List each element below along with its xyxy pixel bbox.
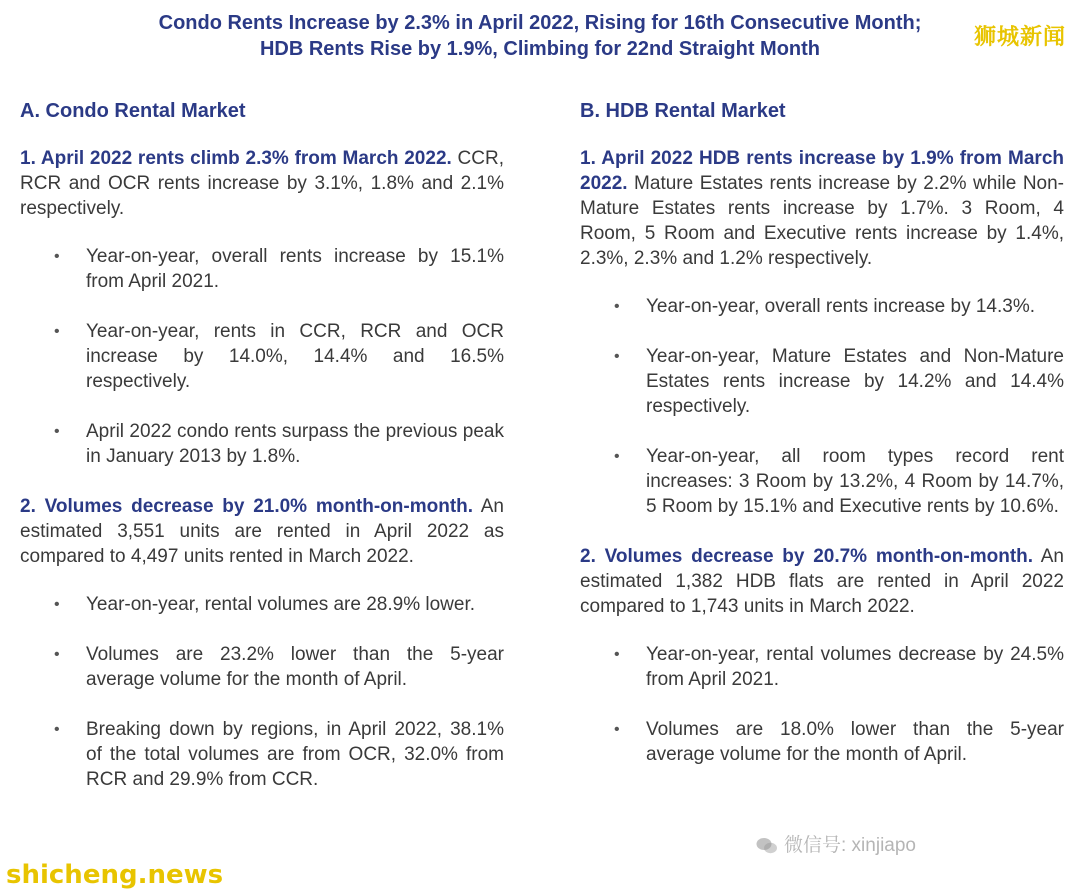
hdb-point-1-text: Mature Estates rents increase by 2.2% while Non-Mature Estates rents increase by 1.7%. 3 Room, 4 Room, 5 Room and Executive rents increase by 1.4%, 2.3%, 2.3% and 1.2% respectively. — [580, 173, 1064, 269]
hdb-point-1 — [580, 146, 1064, 271]
condo-section — [20, 96, 504, 817]
wechat-watermark-text: 微信号: xinjiapo — [784, 835, 916, 856]
condo-point-2-text: An estimated 3,551 units are rented in April 2022 as compared to 4,497 units rented in March 2022. — [20, 496, 504, 567]
hdb-section — [580, 96, 1064, 792]
condo-point-1-lead: 1. April 2022 rents climb 2.3% from March 2022. — [20, 148, 452, 169]
condo-bullets-2 — [20, 592, 504, 792]
list-item: • April 2022 condo rents surpass the previous peak in January 2013 by 1.8%. — [20, 419, 504, 469]
list-item: • Year-on-year, overall rents increase by 14.3%. — [580, 294, 1064, 319]
wechat-icon — [756, 837, 778, 855]
condo-point-2 — [20, 494, 504, 569]
hdb-point-2-lead: 2. Volumes decrease by 20.7% month-on-month. — [580, 546, 1034, 567]
hdb-bullets-2 — [580, 642, 1064, 767]
condo-point-1 — [20, 146, 504, 221]
list-item: • Year-on-year, rental volumes are 28.9% lower. — [20, 592, 504, 617]
list-item: • Breaking down by regions, in April 2022, 38.1% of the total volumes are from OCR, 32.0% from RCR and 29.9% from CCR. — [20, 717, 504, 792]
condo-bullets-1 — [20, 244, 504, 469]
list-item: • Year-on-year, Mature Estates and Non-Mature Estates rents increase by 14.2% and 14.4% respectively. — [580, 344, 1064, 419]
title-line-1: Condo Rents Increase by 2.3% in April 2022, Rising for 16th Consecutive Month; — [158, 12, 922, 34]
condo-point-2-lead: 2. Volumes decrease by 21.0% month-on-month. — [20, 496, 474, 517]
list-item: • Year-on-year, all room types record rent increases: 3 Room by 13.2%, 4 Room by 14.7%, 5 Room by 15.1% and Executive rents by 10.6%. — [580, 444, 1064, 519]
list-item: • Year-on-year, rents in CCR, RCR and OCR increase by 14.0%, 14.4% and 16.5% respectively. — [20, 319, 504, 394]
condo-point-1-text: CCR, RCR and OCR rents increase by 3.1%, 1.8% and 2.1% respectively. — [20, 148, 504, 219]
title-line-2: HDB Rents Rise by 1.9%, Climbing for 22nd Straight Month — [259, 38, 821, 60]
hdb-point-2 — [580, 544, 1064, 619]
hdb-point-1-lead: 1. April 2022 HDB rents increase by 1.9% from March 2022. — [580, 148, 1064, 194]
site-watermark: shicheng.news — [6, 860, 224, 890]
condo-heading: A. Condo Rental Market — [20, 100, 246, 122]
list-item: • Volumes are 18.0% lower than the 5-year average volume for the month of April. — [580, 717, 1064, 767]
page-title — [40, 10, 1040, 62]
list-item: • Year-on-year, overall rents increase by 15.1% from April 2021. — [20, 244, 504, 294]
hdb-point-2-text: An estimated 1,382 HDB flats are rented in April 2022 compared to 1,743 units in March 2022. — [580, 546, 1064, 617]
hdb-bullets-1 — [580, 294, 1064, 519]
wechat-watermark — [756, 830, 916, 857]
brand-logo: 狮城新闻 — [973, 25, 1066, 50]
list-item: • Volumes are 23.2% lower than the 5-year average volume for the month of April. — [20, 642, 504, 692]
hdb-heading: B. HDB Rental Market — [580, 100, 786, 122]
list-item: • Year-on-year, rental volumes decrease by 24.5% from April 2021. — [580, 642, 1064, 692]
